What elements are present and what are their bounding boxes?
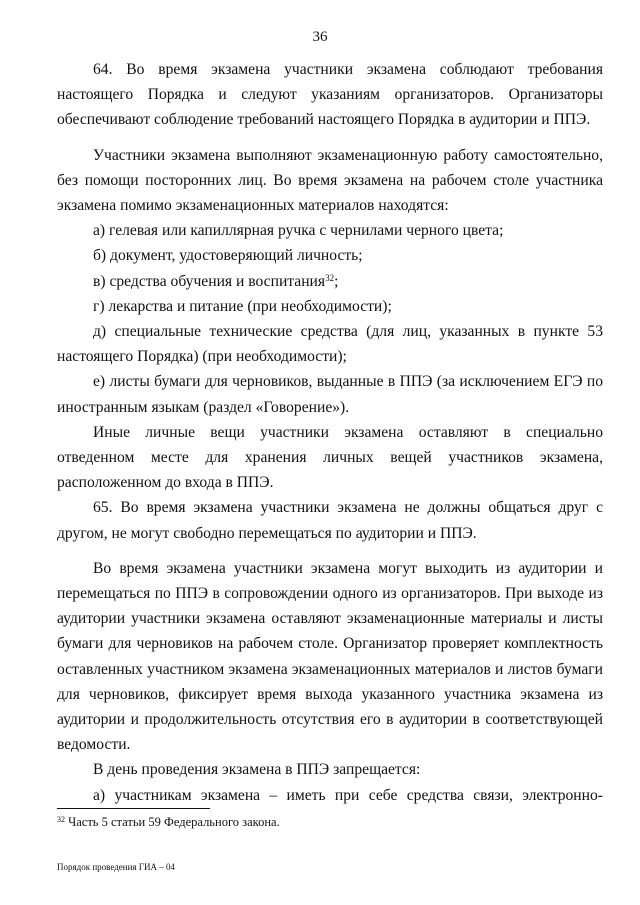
list-item-d: д) специальные технические средства (для лиц, указанных в пункте 53 настоящего Порядка) (при необходимости); (57, 323, 603, 366)
list-item-e: е) листы бумаги для черновиков, выданные в ППЭ (за исключением ЕГЭ по иностранным языкам (раздел «Говорение»). (57, 373, 603, 416)
document-body (57, 57, 603, 808)
list-item-v-text: в) средства обучения и воспитания (93, 272, 326, 290)
list-item-a-prohibited: а) участникам экзамена – иметь при себе средства связи, электронно- (93, 786, 603, 804)
paragraph-65: 65. Во время экзамена участники экзамена не должны общаться друг с другом, не могут свободно перемещаться по аудитории и ППЭ. (57, 499, 603, 542)
list-item-v (57, 269, 603, 294)
paragraph-prohibited: В день проведения экзамена в ППЭ запрещается: (93, 761, 421, 779)
list-item-a: а) гелевая или капиллярная ручка с чернилами черного цвета; (93, 222, 504, 240)
paragraph-leaving-room: Во время экзамена участники экзамена могут выходить из аудитории и перемещаться по ППЭ в сопровождении одного из организаторов. При выходе из аудитории участники экзамена оставляют экзаменационные материалы и листы бумаги для черновиков на рабочем столе. Организатор проверяет комплектность оставленных участником экзамена экзаменационных материалов и листов бумаги для черновиков, фиксирует время выхода указанного участника экзамена из аудитории и продолжительность отсутствия его в аудитории в соответствующей ведомости. (57, 559, 603, 754)
paragraph-personal-items: Иные личные вещи участники экзамена оставляют в специально отведенном месте для хранения личных вещей участников экзамена, расположенном до входа в ППЭ. (57, 423, 603, 492)
page-footer: Порядок проведения ГИА – 04 (57, 862, 176, 872)
list-item-b: б) документ, удостоверяющий личность; (93, 247, 363, 265)
footnote-text: Часть 5 статьи 59 Федерального закона. (68, 815, 280, 829)
paragraph-64: 64. Во время экзамена участники экзамена соблюдают требования настоящего Порядка и следуют указаниям организаторов. Организаторы обеспечивают соблюдение требований настоящего Порядка в аудитории и ППЭ. (57, 61, 603, 129)
list-item-v-end: ; (334, 272, 339, 290)
page-number: 36 (312, 29, 328, 45)
footnote-reference: 32 (325, 272, 335, 283)
footnote (57, 814, 603, 830)
list-item-g: г) лекарства и питание (при необходимости); (93, 297, 392, 315)
paragraph-participants: Участники экзамена выполняют экзаменационную работу самостоятельно, без помощи посторонних лиц. Во время экзамена на рабочем столе участника экзамена помимо экзаменационных материалов находятся: (57, 146, 603, 215)
footnote-divider (57, 808, 210, 809)
footnote-marker: 32 (57, 815, 65, 824)
